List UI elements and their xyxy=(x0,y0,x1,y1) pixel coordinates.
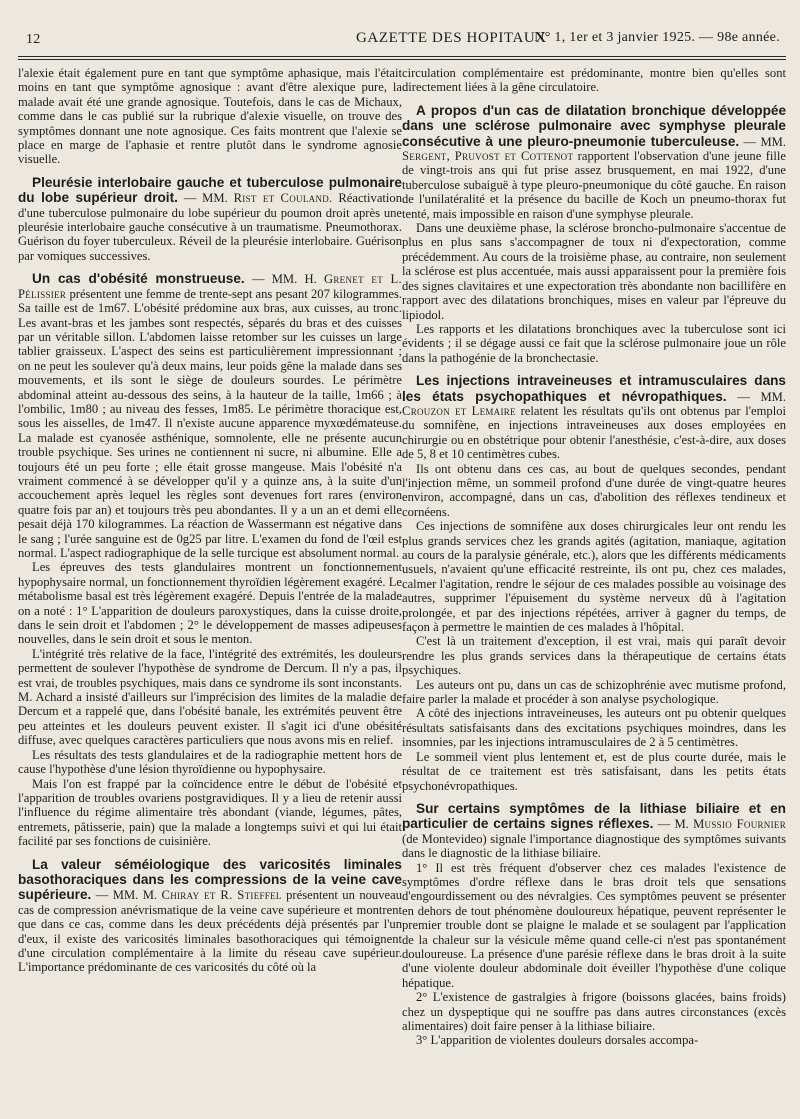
article-authors: Sergent, Pruvost et Cottenot xyxy=(402,149,574,164)
paragraph: A côté des injections intraveineuses, les auteurs ont pu obtenir quelques résultats satisfaisants dans des excitations psychiques moindres, dans les insomnies, par les injections intramusculaires de 2 à 5 centimètres. xyxy=(402,706,786,750)
right-column xyxy=(402,66,786,1048)
article-body: rapportent l'observation d'une jeune fille de vingt-trois ans qui fut prise assez brusquement, en mai 1922, d'une tuberculose subaiguë à type pleuro-pneumonique du côté gauche. En raison de l'unilatéralité et la présence du bacille de Koch un pneumo-thorax fut tenté, mais impossible en raison d'une symphyse pleurale. xyxy=(402,149,786,221)
paragraph: Mais l'on est frappé par la coïncidence entre le début de l'obésité et l'apparition de troubles ovariens postgravidiques. Il y a lieu de retenir aussi l'influence du régime alimentaire très abondant (viande, légumes, pâtes, entremets, pâtisserie, pain) que la malade a longtemps suivi et qui lui était facilité par ses fonctions de cuisinière. xyxy=(18,776,402,849)
article xyxy=(402,103,786,221)
header-rule xyxy=(18,56,786,60)
article-body: Réactivation d'une tuberculose pulmonaire du lobe supérieur du poumon droit après une pleurésie interlobaire gauche consécutive à un traumatisme. Pneumothorax. Guérison du foyer tuberculeux. Réveil de la pleurésie interlobaire. Guérison par vomiques successives. xyxy=(18,191,403,263)
article-title: Les injections intraveineuses et intramusculaires dans les états psychopathiques et névropathiques. xyxy=(402,373,786,404)
authors-prefix: — M. xyxy=(653,817,694,832)
authors-prefix: — MM. M. xyxy=(91,888,162,903)
article-title: La valeur séméiologique des varicosités liminales basothoraciques dans les compressions de la veine cave supérieure. xyxy=(18,856,402,903)
paragraph: 3° L'apparition de violentes douleurs dorsales accompa- xyxy=(416,1033,699,1048)
paragraph: Ils ont obtenu dans ces cas, au bout de quelques secondes, pendant l'injection même, un sommeil profond d'une durée de vingt-quatre heures environ, accompagné, dans un cas, d'abolition des réflexes tendineux et cornéens. xyxy=(402,461,786,519)
paragraph: circulation complémentaire est prédominante, montre bien qu'elles sont directement liées à la gêne circulatoire. xyxy=(402,66,786,95)
two-columns xyxy=(18,66,786,1048)
paragraph: Les résultats des tests glandulaires et de la radiographie mettent hors de cause l'hypothèse d'une lésion thyroïdienne ou hypophysaire. xyxy=(18,747,402,777)
paragraph: l'alexie était également pure en tant que symptôme aphasique, mais l'était moins en tant que symptôme agnosique : avant d'être alexique pure, la malade avait été une grande agnosique. Toutefois, dans le cas de Michaux, comme dans le cas publié sur la rubrique d'alexie visuelle, on trouve des symptômes donnant une note agnosique. Ces faits montrent que l'alexie se place en marge de l'aphasie et rentre plutôt dans le syndrome agnosie visuelle. xyxy=(18,66,402,167)
page-number: 12 xyxy=(26,32,41,47)
paragraph: L'intégrité très relative de la face, l'intégrité des extrémités, les douleurs permettent de soulever l'hypothèse de syndrome de Dercum. Il n'y a pas, il est vrai, de troubles psychiques, mais dans ce syndrome ils sont inconstants. M. Achard a insisté d'ailleurs sur l'imprécision des limites de la maladie de Dercum et a rappelé que, dans l'obésité banale, les extrémités peuvent être peu atteintes et les douleurs peuvent exister. Il s'agit ici d'une obésité diffuse, avec quelques caractères particuliers que nous avons mis en relief. xyxy=(18,646,402,748)
paragraph: C'est là un traitement d'exception, il est vrai, mais qui paraît devoir rendre les plus grands services dans la thérapeutique de certains états psychiques. xyxy=(402,634,786,678)
article-body: relatent les résultats qu'ils ont obtenus par l'emploi du somnifène, en injections intraveineuses aux doses employées en chirurgie ou en obstétrique pour obtenir l'anesthésie, c'est-à-dire, aux doses de 5, 8 et 10 centimètres cubes. xyxy=(402,403,786,462)
left-column xyxy=(18,66,402,1048)
article-title: Sur certains symptômes de la lithiase biliaire et en particulier de certains signes réflexes. xyxy=(402,800,786,832)
paragraph: 2° L'existence de gastralgies à frigore (boissons glacées, bains froids) chez un dyspeptique qui ne souffre pas dans autres circonstances (excès alimentaires) doit faire penser à la lithiase biliaire. xyxy=(402,990,786,1033)
article-body: (de Montevideo) signale l'importance diagnostique des symptômes suivants dans le diagnostic de la lithiase biliaire. xyxy=(402,831,786,861)
article-authors: Grenet et L. Pélissier xyxy=(18,272,402,301)
authors-prefix: — MM. xyxy=(177,191,234,206)
paragraph: 1° Il est très fréquent d'observer chez ces malades l'existence de symptômes d'ordre réflexe dans le bras droit tels que sensations d'engourdissement ou des névralgies. Ces symptômes peuvent se présenter en dehors de tout phénomène douloureux hépatique, peuvent représenter le premier trouble dont se plaigne le malade et se soulagent par l'application de la chaleur sur la vésicule même quand celle-ci n'est pas spontanément douloureuse. La présence d'une parésie réflexe dans le bras droit à la suite d'une violente douleur abdominale doit éveiller l'hypothèse d'une colique hépatique. xyxy=(402,860,786,990)
journal-title: GAZETTE DES HOPITAUX xyxy=(356,30,547,46)
article-authors: Chiray et R. Stieffel xyxy=(161,888,282,903)
article xyxy=(402,801,786,861)
article-body: présentent une femme de trente-sept ans pesant 207 kilogrammes. Sa taille est de 1m67. L'obésité prédomine aux bras, aux cuisses, au tronc. Les avant-bras et les jambes sont respectés, séparés du bras et des cuisses par un véritable sillon. L'abdomen laisse retomber sur les cuisses un large tablier graisseux. L'aspect des seins est particulièrement impressionnant ; on ne peut les soulever qu'à deux mains, leur poids gêne la malade dans ses mouvements, et ils sont le siège de douleurs sourdes. Le périmètre abdominal atteint au-dessous des seins, à la hauteur de la taille, 1m66 ; à l'ombilic, 1m80 ; au niveau des fesses, 1m85. Le périmètre thoracique est, sous les aisselles, de 1m47. Il n'existe aucune apparence myxœdémateuse. La malade est cyanosée asthénique, somnolente, elle ne présente aucun trouble psychique. Ses urines ne contiennent ni sucre, ni albumine. Elle a toujours été un peu forte ; elle était grosse mangeuse. Mais l'obésité n'a vraiment commencé à se développer qu'il y a quinze ans, à la suite d'un accouchement après lequel les règles sont devenues fort rares (environ quatre fois par an) et toujours très peu abondantes. Il y a un an et demi elle pesait déjà 170 kilogrammes. La réaction de Wassermann est négative dans le sang ; l'urée sanguine est de 0g25 par litre. L'examen du fond de l'œil est normal. L'aspect radiographique de la selle turcique est absolument normal. xyxy=(18,286,402,560)
authors-prefix: — MM. xyxy=(739,134,786,149)
issue-line: N° 1, 1er et 3 janvier 1925. — 98e année. xyxy=(534,30,780,45)
article-title: Pleurésie interlobaire gauche et tuberculose pulmonaire du lobe supérieur droit. xyxy=(18,174,402,206)
article-authors: Rist et Couland. xyxy=(233,191,333,206)
article-body: présentent un nouveau cas de compression anévrismatique de la veine cave supérieure et montrent que dans ce cas, comme dans les deux précédents déjà présentés par l'un d'eux, il existe des varicosités liminales basothoraciques qui témoignent d'une circulation complémentaire à la limite du réseau cave supérieur. L'importance prédominante de ces varicosités du côté où la xyxy=(18,888,402,975)
paragraph: Les épreuves des tests glandulaires montrent un fonctionnement hypophysaire normal, un fonctionnement thyroïdien légèrement exagéré. Le métabolisme basal est très légèrement exagéré. Depuis l'entrée de la malade on a noté : 1° L'apparition de douleurs paroxystiques, dans la cuisse droite, dans le sein droit et l'abdomen ; 2° le développement de masses adipeuses nouvelles, dans le sein droit et sous le menton. xyxy=(18,560,402,647)
paragraph: Les auteurs ont pu, dans un cas de schizophrénie avec mutisme profond, faire parler la malade et procéder à son analyse psychologique. xyxy=(402,677,786,707)
article-title: A propos d'un cas de dilatation bronchique développée dans une sclérose pulmonaire avec symphyse pleurale consécutive à une pleuro-pneumonie tuberculeuse. xyxy=(402,102,786,149)
article xyxy=(18,857,402,975)
paragraph: Dans une deuxième phase, la sclérose broncho-pulmonaire s'accentue de plus en plus sans s'accompagner de toux ni d'expectoration, comme précédemment. Au cours de la troisième phase, au contraire, non seulement la sclérose est plus accentuée, mais aussi apparaissent pour la première fois des signes clavitaires et une expectoration très abondante non bacillifère en rapport avec des dilatations bronchiques, mises en valeur par l'épreuve du lipiodol. xyxy=(402,221,786,322)
paragraph: Les rapports et les dilatations bronchiques avec la tuberculose sont ici évidents ; il se dégage aussi ce fait que la sclérose pulmonaire joue un rôle dans la pathogénie de la bronchectasie. xyxy=(402,321,786,365)
article-authors: Crouzon et Lemaire xyxy=(402,403,516,418)
article xyxy=(18,271,402,560)
running-header xyxy=(18,26,786,48)
paragraph: Ces injections de somnifène aux doses chirurgicales leur ont rendu les plus grands services chez les grands agités (agitation, maniaque, agitation au cours de la paralysie générale, etc.), alors que les différents médicaments usuels, n'avaient qu'une efficacité restreinte, ils ont pu, chez ces malades, calmer l'agitation, rendre le séjour de ces malades possible au voisinage des autres, supprimer l'épuisement du système nerveux dû à l'agitation prolongée, et par des injections répétées, arriver à gagner du temps, de façon à permettre le maintien de ces malades à l'hôpital. xyxy=(402,519,786,635)
article xyxy=(18,175,402,263)
article xyxy=(402,373,786,461)
paragraph: Le sommeil vient plus lentement et, est de plus courte durée, mais le résultat de ce traitement est très satisfaisant, dans les petits états psychonévropathiques. xyxy=(402,749,786,793)
article-title: Un cas d'obésité monstrueuse. xyxy=(32,271,245,287)
authors-prefix: — MM. xyxy=(726,389,786,404)
article-authors: Mussio Fournier xyxy=(693,817,787,832)
authors-prefix: — MM. H. xyxy=(244,272,324,287)
